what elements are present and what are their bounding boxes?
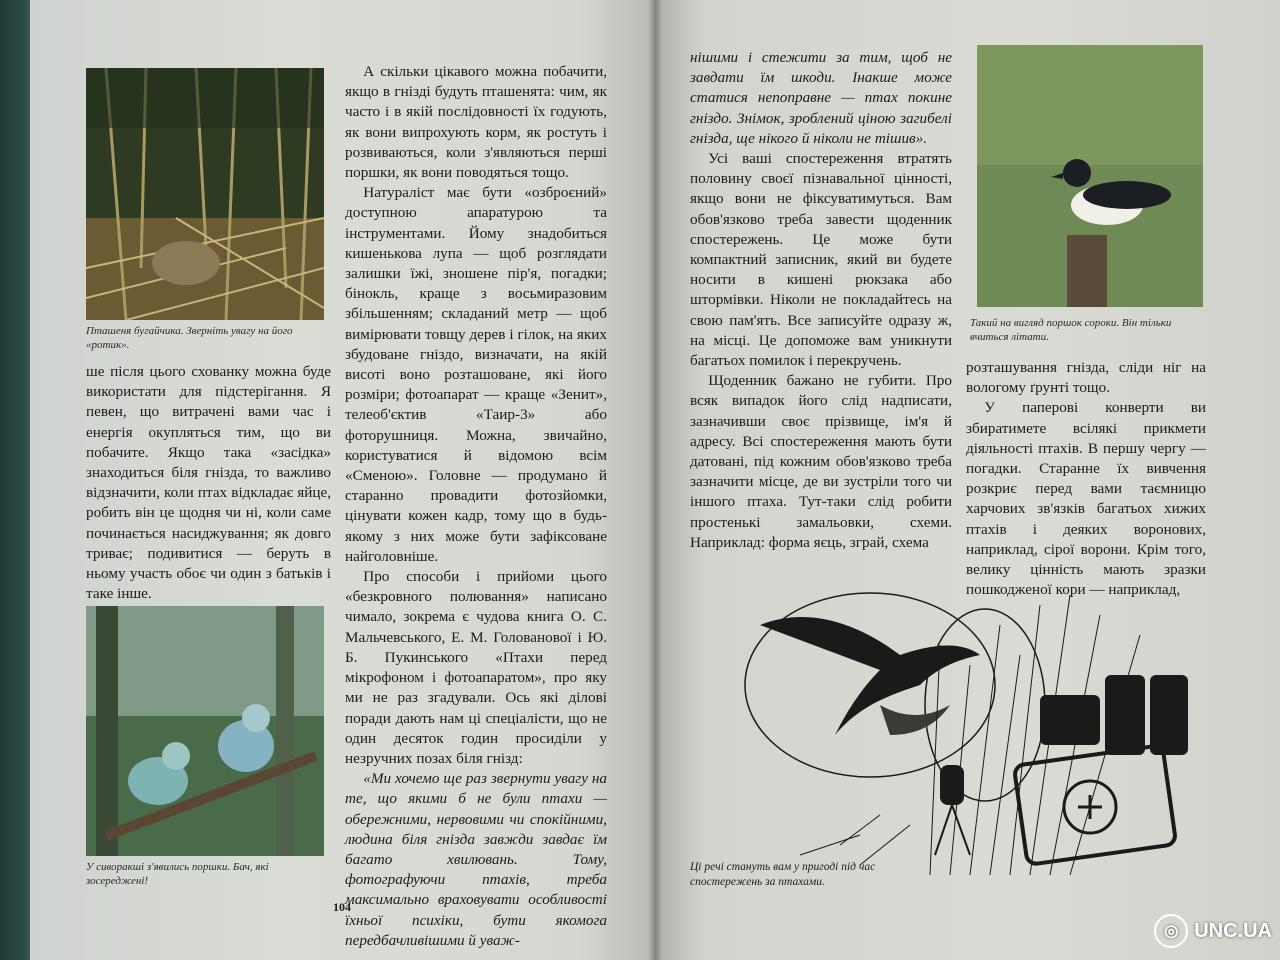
- paragraph: ше після цього схованку можна буде використати для підстерігання. Я певен, що витрачені вами час і енергія окупляться тим, що ви побачите. Якщо така «засідка» знаходиться біля гнізда, то важливо відзначити, коли птах відкладає яйце, робить він це щодня чи ні, коли саме починається насиджування; як довго триває; подивитися — беруть в ньому участь обоє чи один з батьків і таке інше.: [86, 363, 331, 603]
- paragraph: Натураліст має бути «озброєний» доступною апаратурою та інструментами. Йому знадобиться кишенькова лупа — щоб розглядати залишки їжі, зношене пір'я, погадки; бінокль, краще з восьмиразовим збільшенням; складаний метр — щоб вимірювати товщу дерев і гілок, на яких збудоване гніздо, визначати, на якій висоті воно розташоване, які його розміри; фотоапарат — краще «Зенит», телеоб'єктив «Таир-3» або фоторушниця. Можна, звичайно, користуватися й відомою всім «Сменою». Головне — продумано й старанно провадити фотозйомки, цінувати кожен кадр, тому що в будь-якому з них може бути зафіксоване найголовніше.: [345, 184, 607, 565]
- page-number: 104: [333, 900, 351, 914]
- photo-bittern-chick: [86, 68, 324, 320]
- right-column-2: [966, 358, 1206, 600]
- photo3-caption: Такий на вигляд поршок сороки. Він тільки вчиться літати.: [970, 317, 1172, 343]
- photo-roller-chicks: [86, 606, 324, 856]
- paragraph: У паперові конверти ви збиратимете всілякі прикмети діяльності птахів. В першу чергу — погадки. Старанне їх вивчення розкриє перед вами таємницю харчових зв'язків багатьох хижих птахів і деяких воронових, наприклад, сірої ворони. Крім того, велику цінність мають зразки пошкодженої кори — наприклад,: [966, 399, 1206, 599]
- photo1-caption: Пташеня бугайчика. Зверніть увагу на його «ротик».: [86, 325, 293, 351]
- illustration-caption: Ці речі стануть вам у пригоді під час спостережень за птахами.: [690, 861, 876, 888]
- illustration-swallow-and-equipment: [740, 585, 1230, 875]
- coin-icon: ◎: [1154, 914, 1188, 948]
- paragraph: Усі ваші спостереження втратять половину своєї пізнавальної цінності, якщо вони не фіксуватимуться. Вам обов'язково треба завести щоденник спостережень. Це може бути компактний записник, який ви будете носити в кишені рюкзака або штормівки. Ніколи не покладайтесь на свою пам'ять. Все записуйте одразу ж, на місці. Це допоможе вам уникнути багатьох помилок і перекручень.: [690, 150, 952, 370]
- photo-magpie-fledgling: [977, 45, 1203, 307]
- watermark-text: UNC.UA: [1194, 919, 1272, 942]
- quote-paragraph: нішими і стежити за тим, щоб не завдати їм шкоди. Інакше може статися непоправне — птах покине гніздо. Знімок, зроблений ціною загибелі гнізда, ще нікого й ніколи не тішив».: [690, 49, 952, 147]
- paragraph: Про способи і прийоми цього «безкровного полювання» написано чимало, зокрема є чудова книга О. С. Мальчевського, Е. М. Голованової і Ю. Б. Пукинського «Птахи перед мікрофоном і фотоапаратом», про яку ми не раз згадували. Ось які ділові поради дають нам ці спеціалісти, що не один десяток годин просиділи у незручних позах біля гнізд:: [345, 568, 607, 767]
- right-column-1: [690, 48, 952, 553]
- watermark: [1154, 914, 1272, 948]
- paragraph: Щоденник бажано не губити. Про всяк випадок його слід надписати, зазначивши своє прізвище, ім'я й адресу. Всі спостереження мають бути датовані, під кожним обов'язково треба зазначити місце, де ви зустріли того чи іншого птаха. Тут-таки слід робити простенькі замальовки, схеми. Наприклад: форма яєць, зграй, схема: [690, 372, 952, 551]
- quote-paragraph: «Ми хочемо ще раз звернути увагу на те, що якими б не були птахи — обережними, нервовими чи спокійними, людина біля гнізда завжди завдає їм багато хвилювань. Тому, фотографуючи птахів, треба максимально враховувати особливості їхньої психіки, бути якомога передбачливішими й уваж-: [345, 770, 607, 949]
- left-column-1: [86, 362, 331, 604]
- paragraph: розташування гнізда, сліди ніг на вологому ґрунті тощо.: [966, 359, 1206, 397]
- paragraph: А скільки цікавого можна побачити, якщо в гнізді будуть пташенята: чим, як часто і в якій послідовності їх годують, як вони випрохують корм, як ростуть і розвиваються, коли з'являються перші поршки, як вони поводяться тощо.: [345, 63, 607, 182]
- photo2-caption: У сиворакші з'явились поршки. Бач, які зосереджені!: [86, 861, 269, 887]
- book-gutter: [648, 0, 662, 960]
- left-column-2: [345, 62, 607, 951]
